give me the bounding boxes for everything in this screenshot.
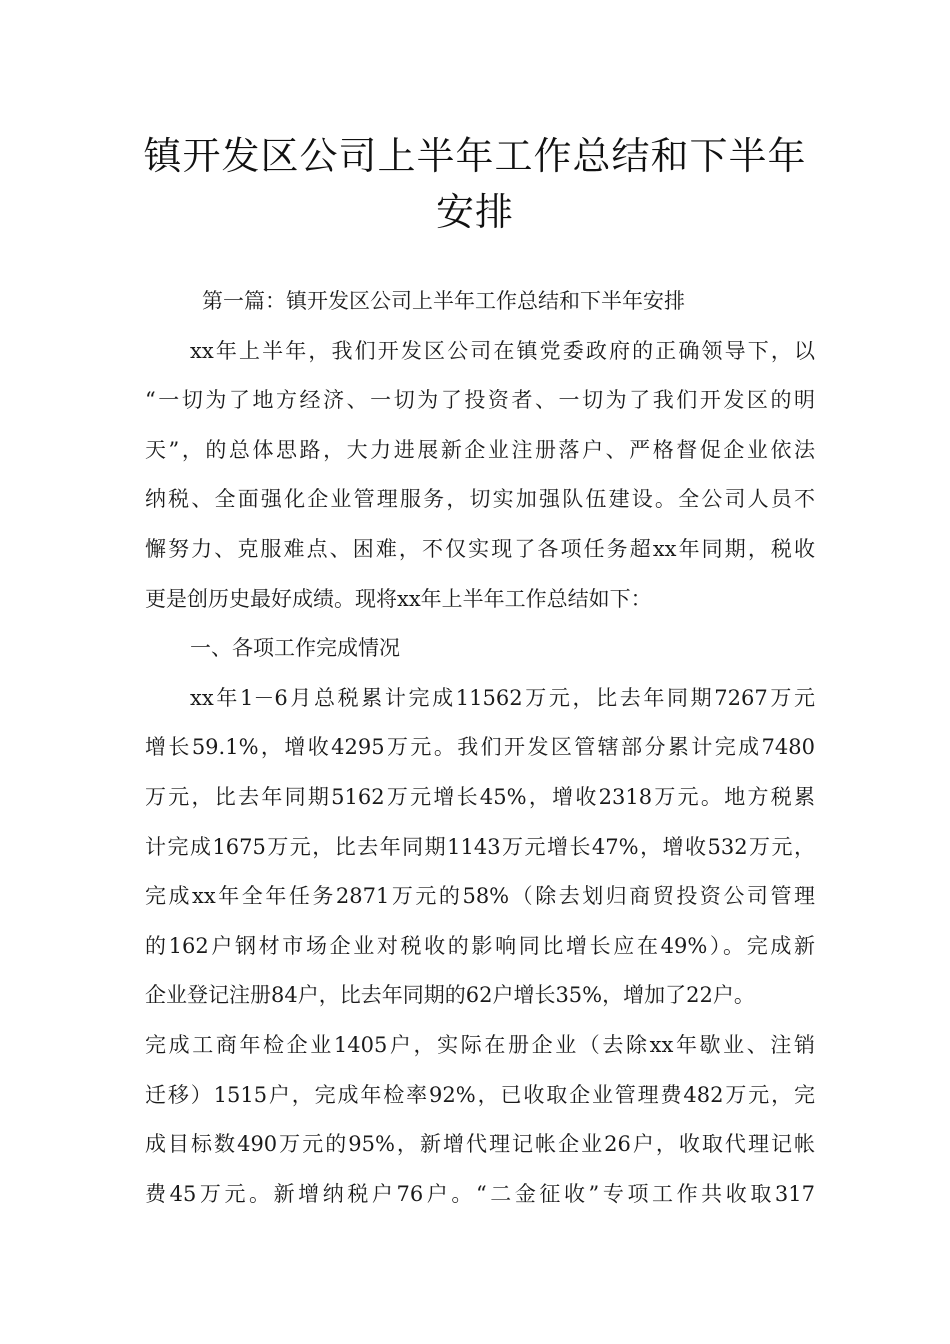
document-title (100, 128, 850, 240)
paragraph-line: 完成工商年检企业1405户，实际在册企业（去除xx年歇业、注销 (145, 1032, 815, 1057)
paragraph-line: 更是创历史最好成绩。现将xx年上半年工作总结如下： (145, 586, 652, 611)
paragraph-line: 企业登记注册84户，比去年同期的62户增长35%，增加了22户。 (145, 983, 755, 1008)
paragraph-line: xx年1－6月总税累计完成11562万元，比去年同期7267万元 (190, 685, 815, 710)
paragraph-line: 费45万元。新增纳税户76户。“二金征收”专项工作共收取317 (145, 1181, 815, 1206)
document-body (145, 277, 815, 1219)
paragraph-line: 的162户钢材市场企业对税收的影响同比增长应在49%）。完成新 (145, 933, 815, 958)
paragraph-line: 懈努力、克服难点、困难，不仅实现了各项任务超xx年同期，税收 (145, 536, 815, 561)
title-line-1: 镇开发区公司上半年工作总结和下半年 (143, 134, 807, 178)
paragraph-line: 纳税、全面强化企业管理服务，切实加强队伍建设。全公司人员不 (145, 487, 815, 512)
subsection-heading: 一、各项工作完成情况 (190, 636, 400, 661)
paragraph-line: “一切为了地方经济、一切为了投资者、一切为了我们开发区的明 (145, 388, 815, 413)
title-line-2: 安排 (435, 190, 514, 234)
paragraph-line: 成目标数490万元的95%，新增代理记帐企业26户，收取代理记帐 (145, 1132, 815, 1157)
paragraph-line: xx年上半年，我们开发区公司在镇党委政府的正确领导下，以 (190, 338, 815, 363)
section-heading: 第一篇：镇开发区公司上半年工作总结和下半年安排 (202, 289, 685, 313)
paragraph-line: 计完成1675万元，比去年同期1143万元增长47%，增收532万元， (145, 834, 815, 859)
paragraph-line: 天”，的总体思路，大力进展新企业注册落户、严格督促企业依法 (145, 437, 815, 462)
paragraph-line: 迁移）1515户，完成年检率92%，已收取企业管理费482万元，完 (145, 1082, 815, 1107)
paragraph-line: 万元，比去年同期5162万元增长45%，增收2318万元。地方税累 (145, 784, 815, 809)
paragraph-line: 完成xx年全年任务2871万元的58%（除去划归商贸投资公司管理 (145, 884, 815, 909)
paragraph-line: 增长59.1%，增收4295万元。我们开发区管辖部分累计完成7480 (145, 735, 815, 760)
